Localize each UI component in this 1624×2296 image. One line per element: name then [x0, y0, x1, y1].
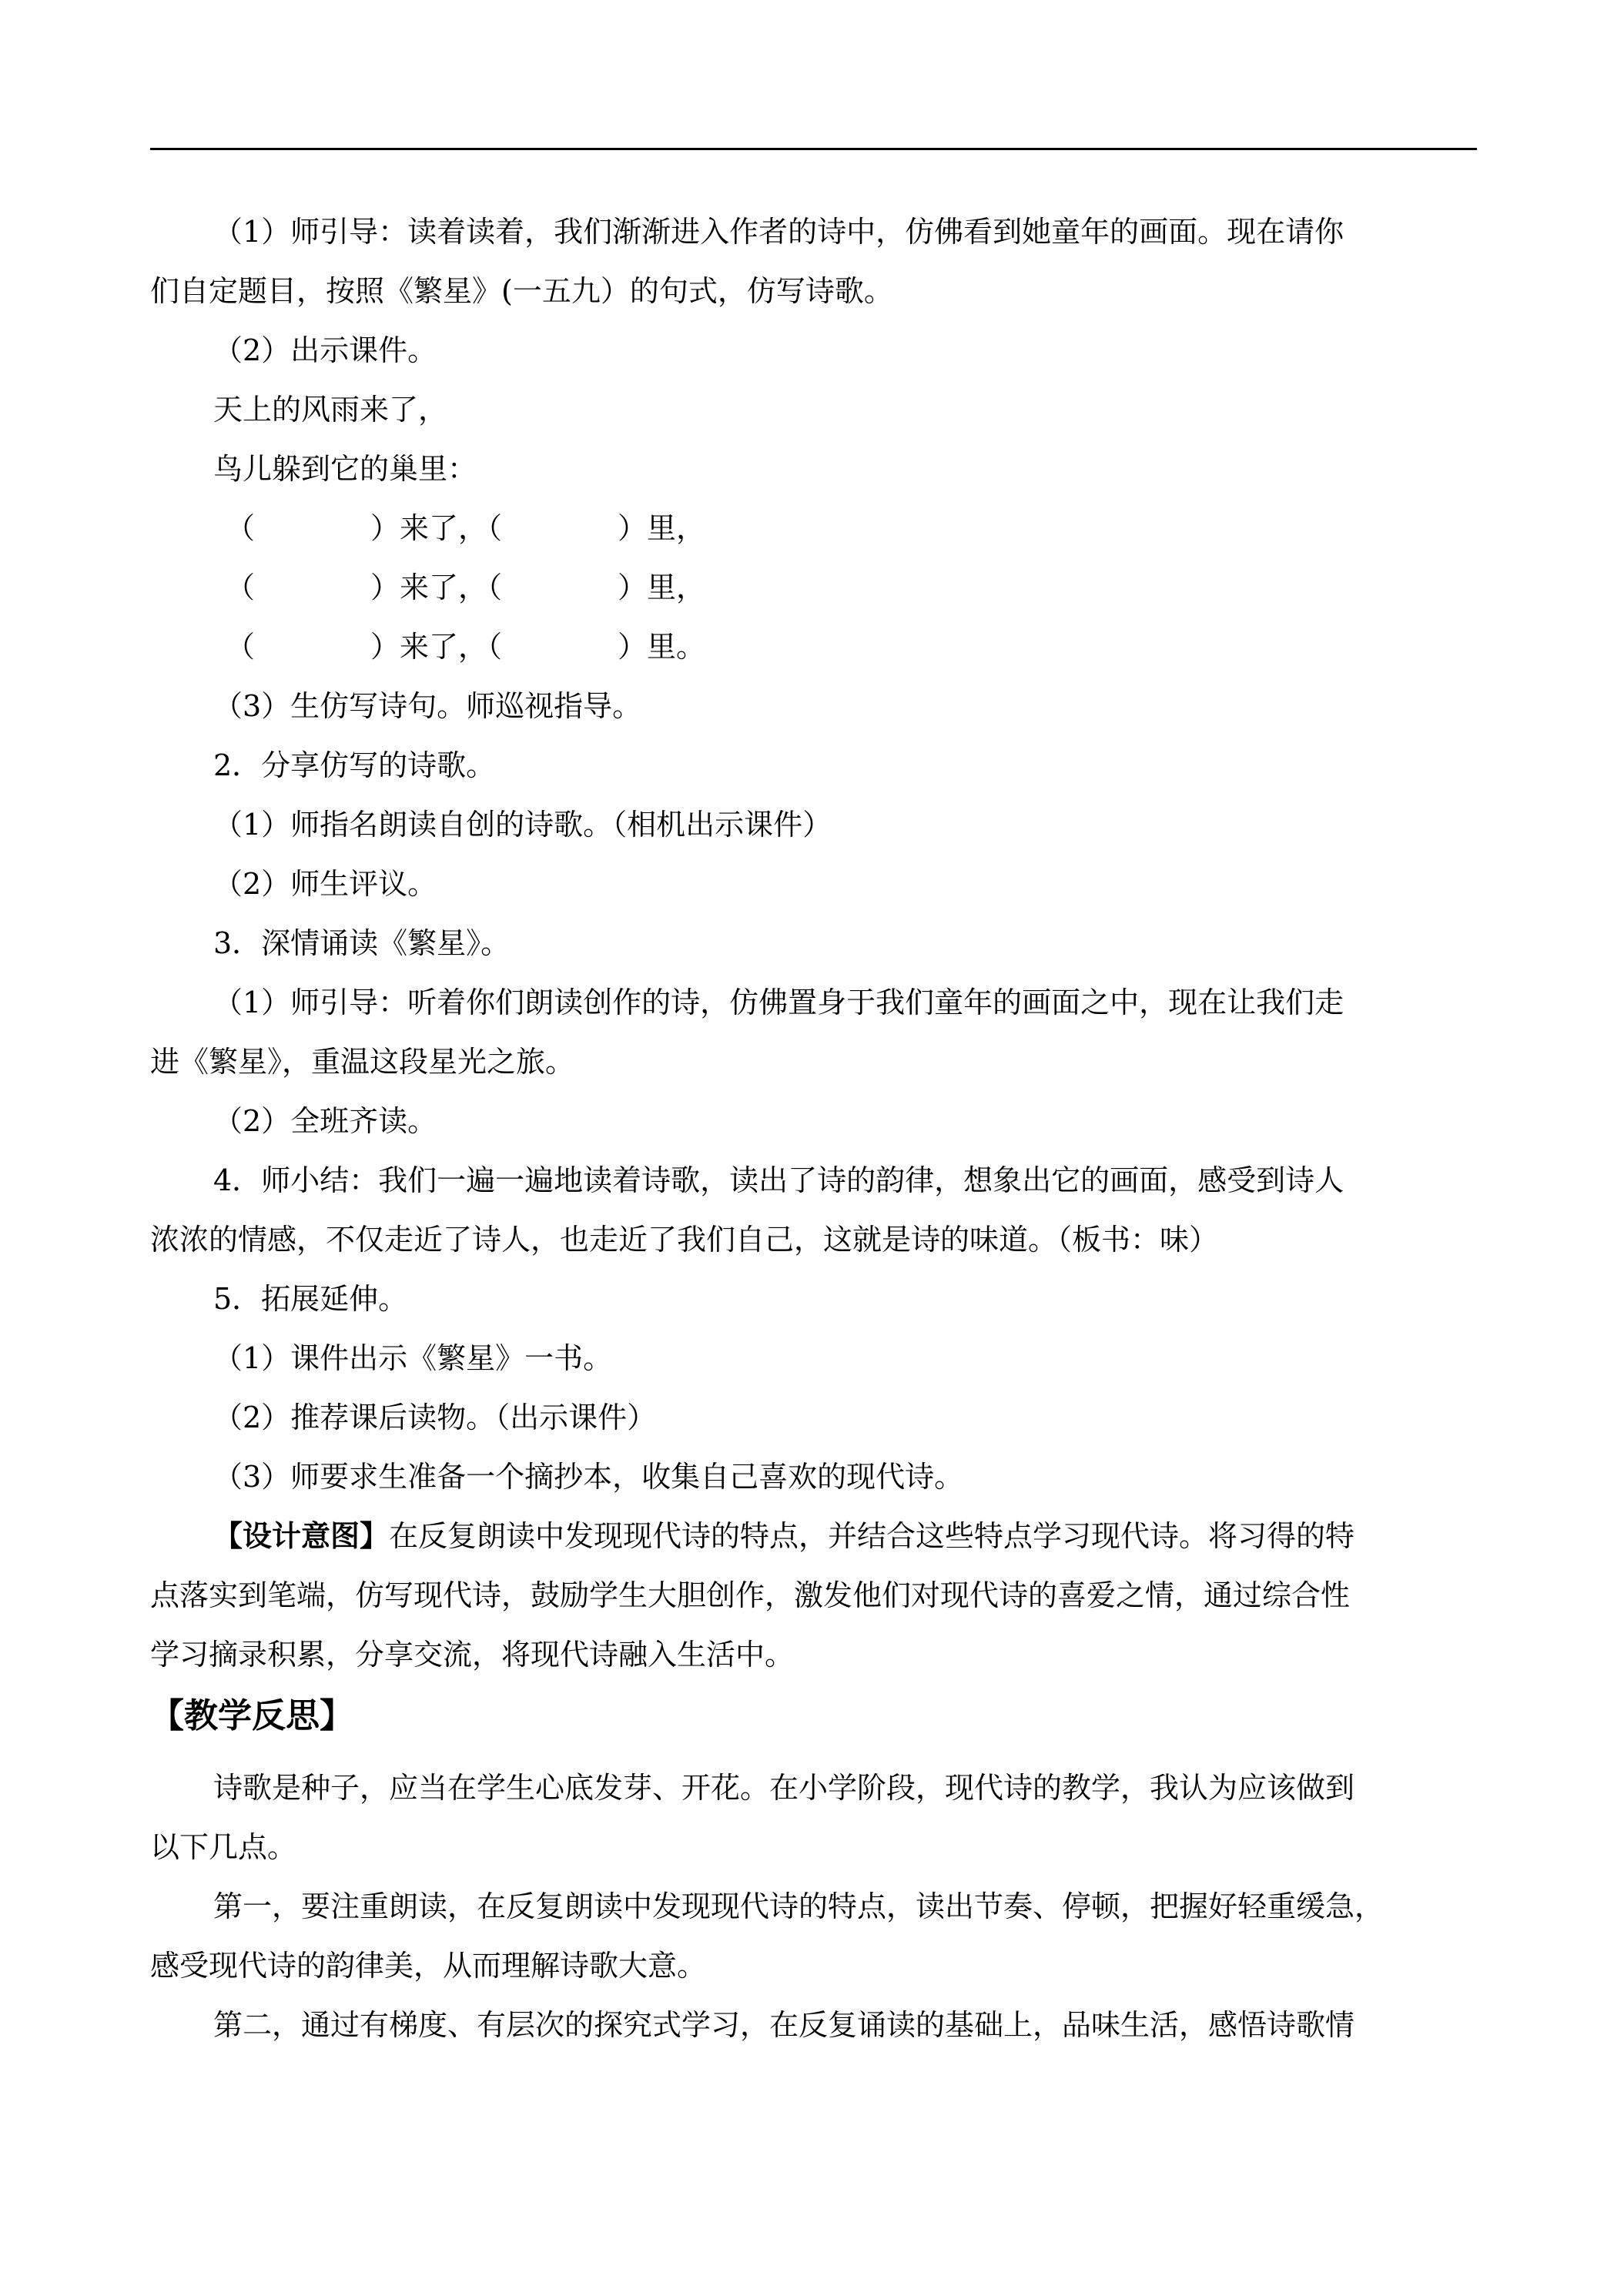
paragraph-line: 诗歌是种子，应当在学生心底发芽、开花。在小学阶段，现代诗的教学，我认为应该做到: [213, 1771, 1355, 1805]
paragraph-line: 感受现代诗的韵律美，从而理解诗歌大意。: [150, 1949, 707, 1983]
paragraph-line: （2）师生评议。: [213, 867, 437, 901]
paragraph-line: 5．拓展延伸。: [213, 1282, 408, 1316]
open-paren: （: [226, 571, 256, 604]
paragraph-line: 以下几点。: [150, 1830, 297, 1864]
paragraph-line: 4．师小结：我们一遍一遍地读着诗歌，读出了诗的韵律，想象出它的画面，感受到诗人: [213, 1163, 1344, 1197]
paragraph-line: （1）师引导：听着你们朗读创作的诗，仿佛置身于我们童年的画面之中，现在让我们走: [213, 986, 1344, 1019]
design-intent-text: 在反复朗读中发现现代诗的特点，并结合这些特点学习现代诗。将习得的特: [389, 1519, 1355, 1553]
blank-end: ）里。: [618, 630, 706, 664]
blank-middle: ）来了，（: [370, 571, 503, 604]
paragraph-line: 2．分享仿写的诗歌。: [213, 748, 496, 782]
paragraph-line: 们自定题目，按照《繁星》(一五九）的句式，仿写诗歌。: [150, 274, 893, 308]
paragraph-line: 进《繁星》，重温这段星光之旅。: [150, 1045, 575, 1079]
paragraph-line: （1）课件出示《繁星》一书。: [213, 1341, 613, 1375]
paragraph-line: （1）师引导：读着读着，我们渐渐进入作者的诗中，仿佛看到她童年的画面。现在请你: [213, 215, 1344, 249]
paragraph-line: 学习摘录积累，分享交流，将现代诗融入生活中。: [150, 1638, 795, 1672]
paragraph-line: 点落实到笔端，仿写现代诗，鼓励学生大胆创作，激发他们对现代诗的喜爱之情，通过综合性: [150, 1578, 1351, 1612]
poem-line: 天上的风雨来了，: [213, 393, 448, 427]
header-rule: [150, 148, 1477, 150]
fill-blank-row: [226, 568, 705, 607]
paragraph-line: （3）师要求生准备一个摘抄本，收集自己喜欢的现代诗。: [213, 1460, 964, 1494]
open-paren: （: [226, 630, 256, 664]
fill-blank-row: [226, 628, 705, 666]
paragraph-line: （2）全班齐读。: [213, 1104, 437, 1138]
fill-blank-row: [226, 509, 705, 547]
paragraph-line: 浓浓的情感，不仅走近了诗人，也走近了我们自己，这就是诗的味道。（板书：味）: [150, 1223, 1219, 1257]
paragraph-line: 第二，通过有梯度、有层次的探究式学习，在反复诵读的基础上，品味生活，感悟诗歌情: [213, 2008, 1355, 2042]
blank-middle: ）来了，（: [370, 511, 503, 545]
open-paren: （: [226, 511, 256, 545]
paragraph-line: （2）推荐课后读物。（出示课件）: [213, 1401, 657, 1434]
paragraph-line: （3）生仿写诗句。师巡视指导。: [213, 689, 642, 723]
paragraph-line: 3．深情诵读《繁星》。: [213, 926, 511, 960]
blank-end: ）里，: [618, 571, 706, 604]
paragraph-line: （2）出示课件。: [213, 333, 437, 367]
paragraph-line: 第一，要注重朗读，在反复朗读中发现现代诗的特点，读出节奏、停顿，把握好轻重缓急，: [213, 1889, 1385, 1923]
section-heading: 【教学反思】: [150, 1696, 353, 1735]
design-intent-label: 【设计意图】: [213, 1518, 390, 1553]
paragraph-line: （1）师指名朗读自创的诗歌。（相机出示课件）: [213, 808, 832, 842]
poem-line: 鸟儿躲到它的巢里：: [213, 452, 477, 486]
blank-middle: ）来了，（: [370, 630, 503, 664]
design-intent-line: [150, 1517, 1477, 1555]
blank-end: ）里，: [618, 511, 706, 545]
